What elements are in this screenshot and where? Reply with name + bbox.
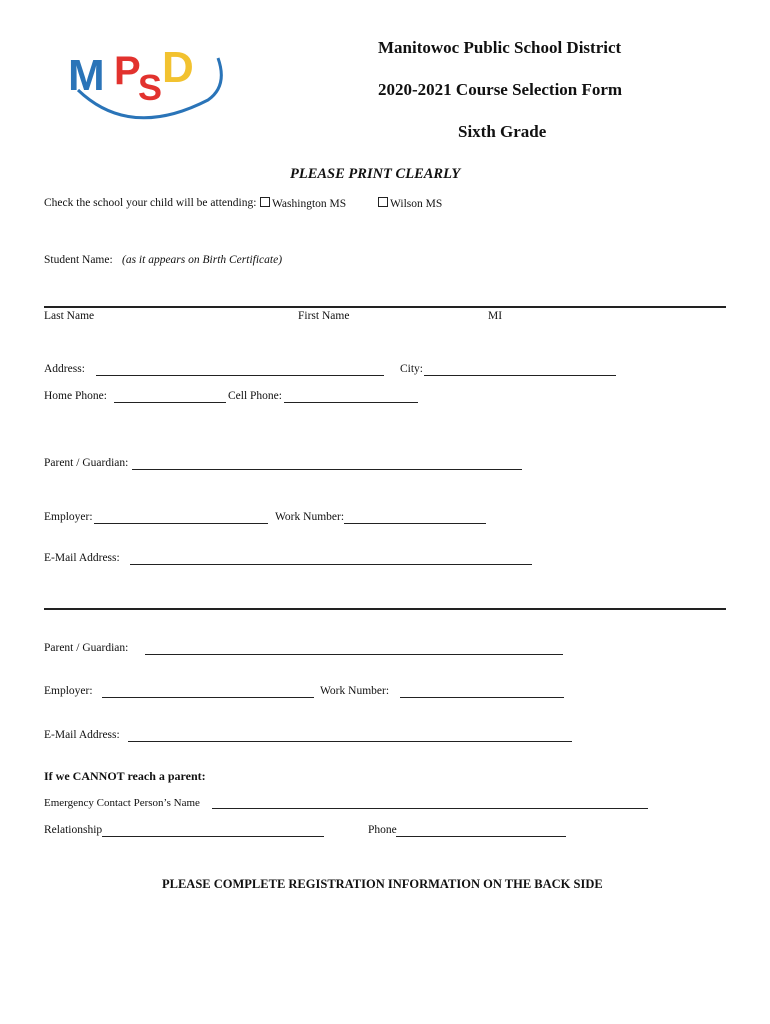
parent2-employer-field[interactable] [102, 697, 314, 698]
emergency-contact-label: Emergency Contact Person’s Name [44, 797, 200, 809]
city-label: City: [400, 363, 424, 375]
parent1-employer-label: Employer: [44, 511, 93, 523]
emergency-phone-field[interactable] [396, 836, 566, 837]
school-prompt: Check the school your child will be attending: [44, 197, 257, 209]
mi-label: MI [488, 310, 503, 322]
address-field[interactable] [96, 375, 384, 376]
relationship-field[interactable] [102, 836, 324, 837]
emergency-contact-field[interactable] [212, 808, 648, 809]
parent2-guardian-label: Parent / Guardian: [44, 642, 129, 654]
back-side-note: PLEASE COMPLETE REGISTRATION INFORMATION ON THE BACK SIDE [162, 877, 603, 891]
wilson-ms-checkbox[interactable] [378, 197, 388, 207]
wilson-ms-option[interactable] [378, 197, 442, 210]
parent1-guardian-label: Parent / Guardian: [44, 457, 129, 469]
parent2-guardian-field[interactable] [145, 654, 563, 655]
print-clearly-instruction: PLEASE PRINT CLEARLY [290, 166, 461, 182]
logo-graphic [60, 28, 230, 128]
city-field[interactable] [424, 375, 616, 376]
first-name-label: First Name [298, 310, 350, 322]
cell-phone-label: Cell Phone: [228, 390, 282, 402]
parent1-work-number-label: Work Number: [275, 511, 345, 523]
student-name-label: Student Name: [44, 254, 113, 266]
logo-letter-p: P [114, 49, 141, 93]
parent1-guardian-field[interactable] [132, 469, 522, 470]
form-title: 2020-2021 Course Selection Form [378, 80, 623, 99]
home-phone-field[interactable] [114, 402, 226, 403]
washington-ms-label: Washington MS [272, 198, 347, 210]
relationship-label: Relationship [44, 824, 103, 836]
washington-ms-checkbox[interactable] [260, 197, 270, 207]
wilson-ms-label: Wilson MS [390, 198, 443, 210]
student-name-line[interactable] [44, 306, 726, 308]
logo-letter-d: D [162, 43, 194, 92]
address-label: Address: [44, 363, 85, 375]
grade-title: Sixth Grade [458, 122, 547, 141]
parent2-work-number-field[interactable] [400, 697, 564, 698]
parent2-email-field[interactable] [128, 741, 572, 742]
parent2-email-label: E-Mail Address: [44, 729, 120, 741]
parent1-employer-field[interactable] [94, 523, 268, 524]
parent2-work-number-label: Work Number: [320, 685, 390, 697]
washington-ms-option[interactable] [260, 197, 346, 210]
parent1-email-field[interactable] [130, 564, 532, 565]
logo-letter-s: S [138, 67, 163, 108]
last-name-label: Last Name [44, 310, 95, 322]
district-title: Manitowoc Public School District [378, 38, 622, 57]
parent2-employer-label: Employer: [44, 685, 93, 697]
section-divider [44, 608, 726, 610]
emergency-phone-label: Phone [368, 824, 397, 836]
parent1-work-number-field[interactable] [344, 523, 486, 524]
logo-letter-m: M [68, 51, 105, 100]
home-phone-label: Home Phone: [44, 390, 107, 402]
emergency-heading: If we CANNOT reach a parent: [44, 769, 206, 783]
parent1-email-label: E-Mail Address: [44, 552, 120, 564]
cell-phone-field[interactable] [284, 402, 418, 403]
mpsd-logo [60, 28, 230, 128]
birth-certificate-note: (as it appears on Birth Certificate) [122, 254, 283, 266]
